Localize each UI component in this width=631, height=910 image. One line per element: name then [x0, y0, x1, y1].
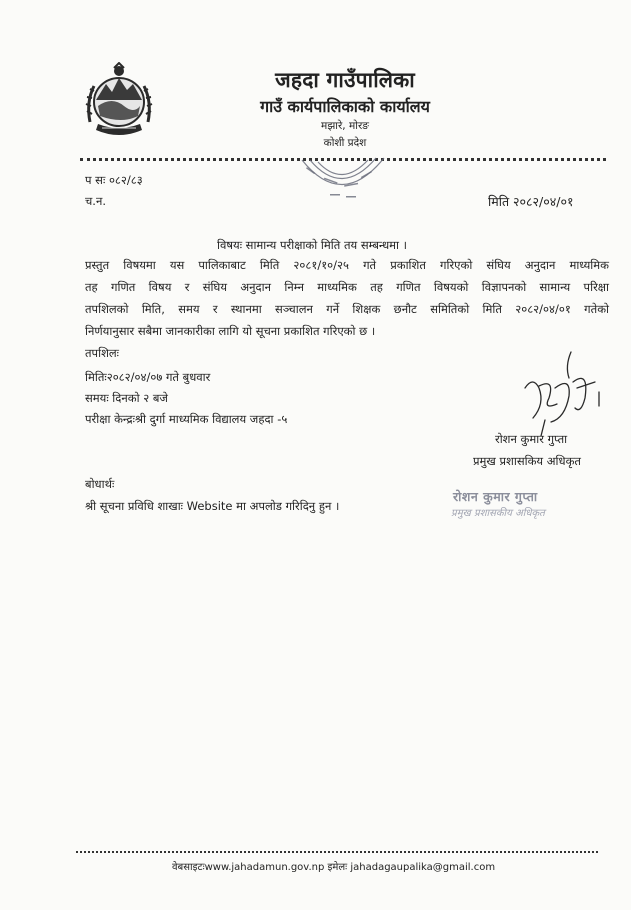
cc-line: श्री सूचना प्रविधि शाखाः Website मा अपलोड गरिदिनु हुन । — [85, 499, 340, 513]
letter-subject: विषयः सामान्य परीक्षाको मिति तय सम्बन्धमा । — [217, 238, 408, 252]
body-line: तपशिलको मिति, समय र स्थानमा सञ्चालन गर्ने शिक्षक छनौट समितिको मिति २०८२/०४/०१ गतेको — [85, 302, 609, 316]
exam-date: मितिः२०८२/०४/०७ गते बुधवार — [85, 370, 211, 384]
exam-time: समयः दिनको २ बजे — [85, 391, 168, 405]
officer-stamp-name: रोशन कुमार गुप्ता — [453, 489, 538, 504]
office-subtitle: गाउँ कार्यपालिकाको कार्यालय — [260, 97, 430, 116]
letter-date: मिति २०८२/०४/०१ — [488, 194, 574, 209]
cc-heading: बोधार्थः — [85, 477, 115, 491]
nepal-government-emblem-icon — [82, 62, 156, 142]
signatory-name: रोशन कुमार गुप्ता — [495, 432, 568, 446]
body-line: प्रस्तुत विषयमा यस पालिकाबाट मिति २०८१/१०/२५ गते प्रकाशित गरिएको संघिय अनुदान माध्यमिक — [85, 258, 609, 272]
handwritten-signature-icon — [515, 348, 607, 440]
office-province: कोशी प्रदेश — [323, 137, 367, 149]
footer-divider — [76, 851, 598, 853]
exam-center: परीक्षा केन्द्रःश्री दुर्गा माध्यमिक विद्यालय जहदा -५ — [85, 412, 288, 426]
office-seal-stamp-icon — [296, 150, 388, 212]
body-line: निर्णयानुसार सबैमा जानकारीका लागि यो सूचना प्रकाशित गरिएको छ । — [85, 324, 376, 338]
body-line: तह गणित विषय र संघिय अनुदान निम्न माध्यमिक तह गणित विषयको विज्ञापनको सामान्य परिक्षा — [85, 280, 609, 294]
reference-number: प सः ०८२/८३ — [85, 173, 143, 187]
officer-stamp-title: प्रमुख प्रशासकीय अधिकृत — [451, 508, 545, 519]
office-title: जहदा गाउँपालिका — [275, 68, 415, 92]
office-location: मझारे, मोरङ — [321, 120, 369, 132]
details-heading: तपशिलः — [85, 346, 120, 360]
signatory-title: प्रमुख प्रशासकिय अधिकृत — [473, 454, 581, 468]
footer-contact: वेबसाइटःwww.jahadamun.gov.np इमेलः jahadagaupalika@gmail.com — [172, 862, 496, 873]
dispatch-number: च.न. — [85, 194, 106, 208]
